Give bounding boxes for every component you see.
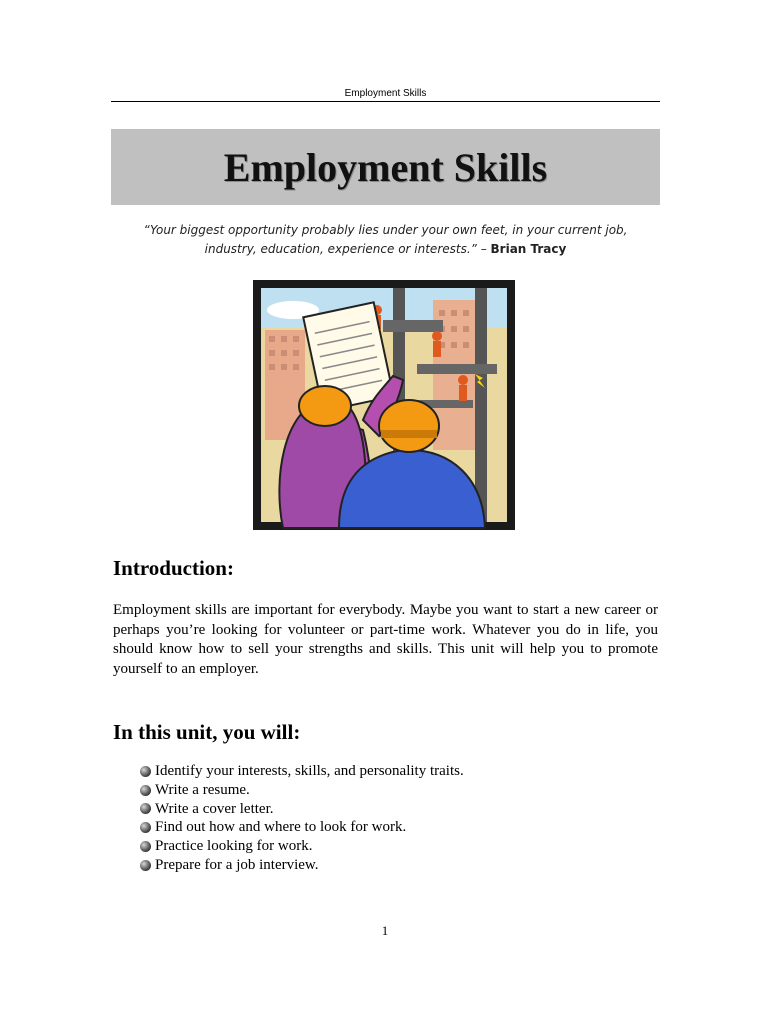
list-item xyxy=(140,856,464,875)
list-item-text: Practice looking for work. xyxy=(155,838,313,855)
list-item xyxy=(140,800,464,819)
list-item-text: Prepare for a job interview. xyxy=(155,856,319,873)
list-item-text: Write a cover letter. xyxy=(155,800,274,817)
introduction-paragraph: Employment skills are important for everybody. Maybe you want to start a new career or perhaps you’re looking for volunteer or part-time work. Whatever you do in life, you should know how to sell your strengths and skills. This unit will help you to promote yourself to an employer. xyxy=(113,602,658,677)
sphere-bullet-icon xyxy=(140,785,151,796)
list-item-text: Find out how and where to look for work. xyxy=(155,819,407,836)
list-item xyxy=(140,781,464,800)
title-banner xyxy=(111,129,660,205)
sphere-bullet-icon xyxy=(140,841,151,852)
construction-workers-illustration xyxy=(253,280,515,530)
list-item xyxy=(140,762,464,781)
sphere-bullet-icon xyxy=(140,822,151,833)
quote-line-1: “Your biggest opportunity probably lies under your own feet, in your current job, xyxy=(143,223,628,237)
quote-author: Brian Tracy xyxy=(490,242,567,256)
list-item-text: Identify your interests, skills, and personality traits. xyxy=(155,763,464,779)
sphere-bullet-icon xyxy=(140,860,151,871)
quote-line-2: industry, education, experience or interests.” – xyxy=(204,242,487,256)
list-item xyxy=(140,818,464,837)
unit-heading: In this unit, you will: xyxy=(113,720,301,744)
page-title: Employment Skills xyxy=(223,144,548,190)
unit-goals-list xyxy=(140,762,464,875)
sphere-bullet-icon xyxy=(140,766,151,777)
epigraph-quote xyxy=(111,221,660,259)
sphere-bullet-icon xyxy=(140,803,151,814)
running-header: Employment Skills xyxy=(111,88,660,102)
list-item xyxy=(140,837,464,856)
page-number: 1 xyxy=(381,923,389,938)
list-item-text: Write a resume. xyxy=(155,781,250,798)
introduction-heading: Introduction: xyxy=(113,556,234,580)
